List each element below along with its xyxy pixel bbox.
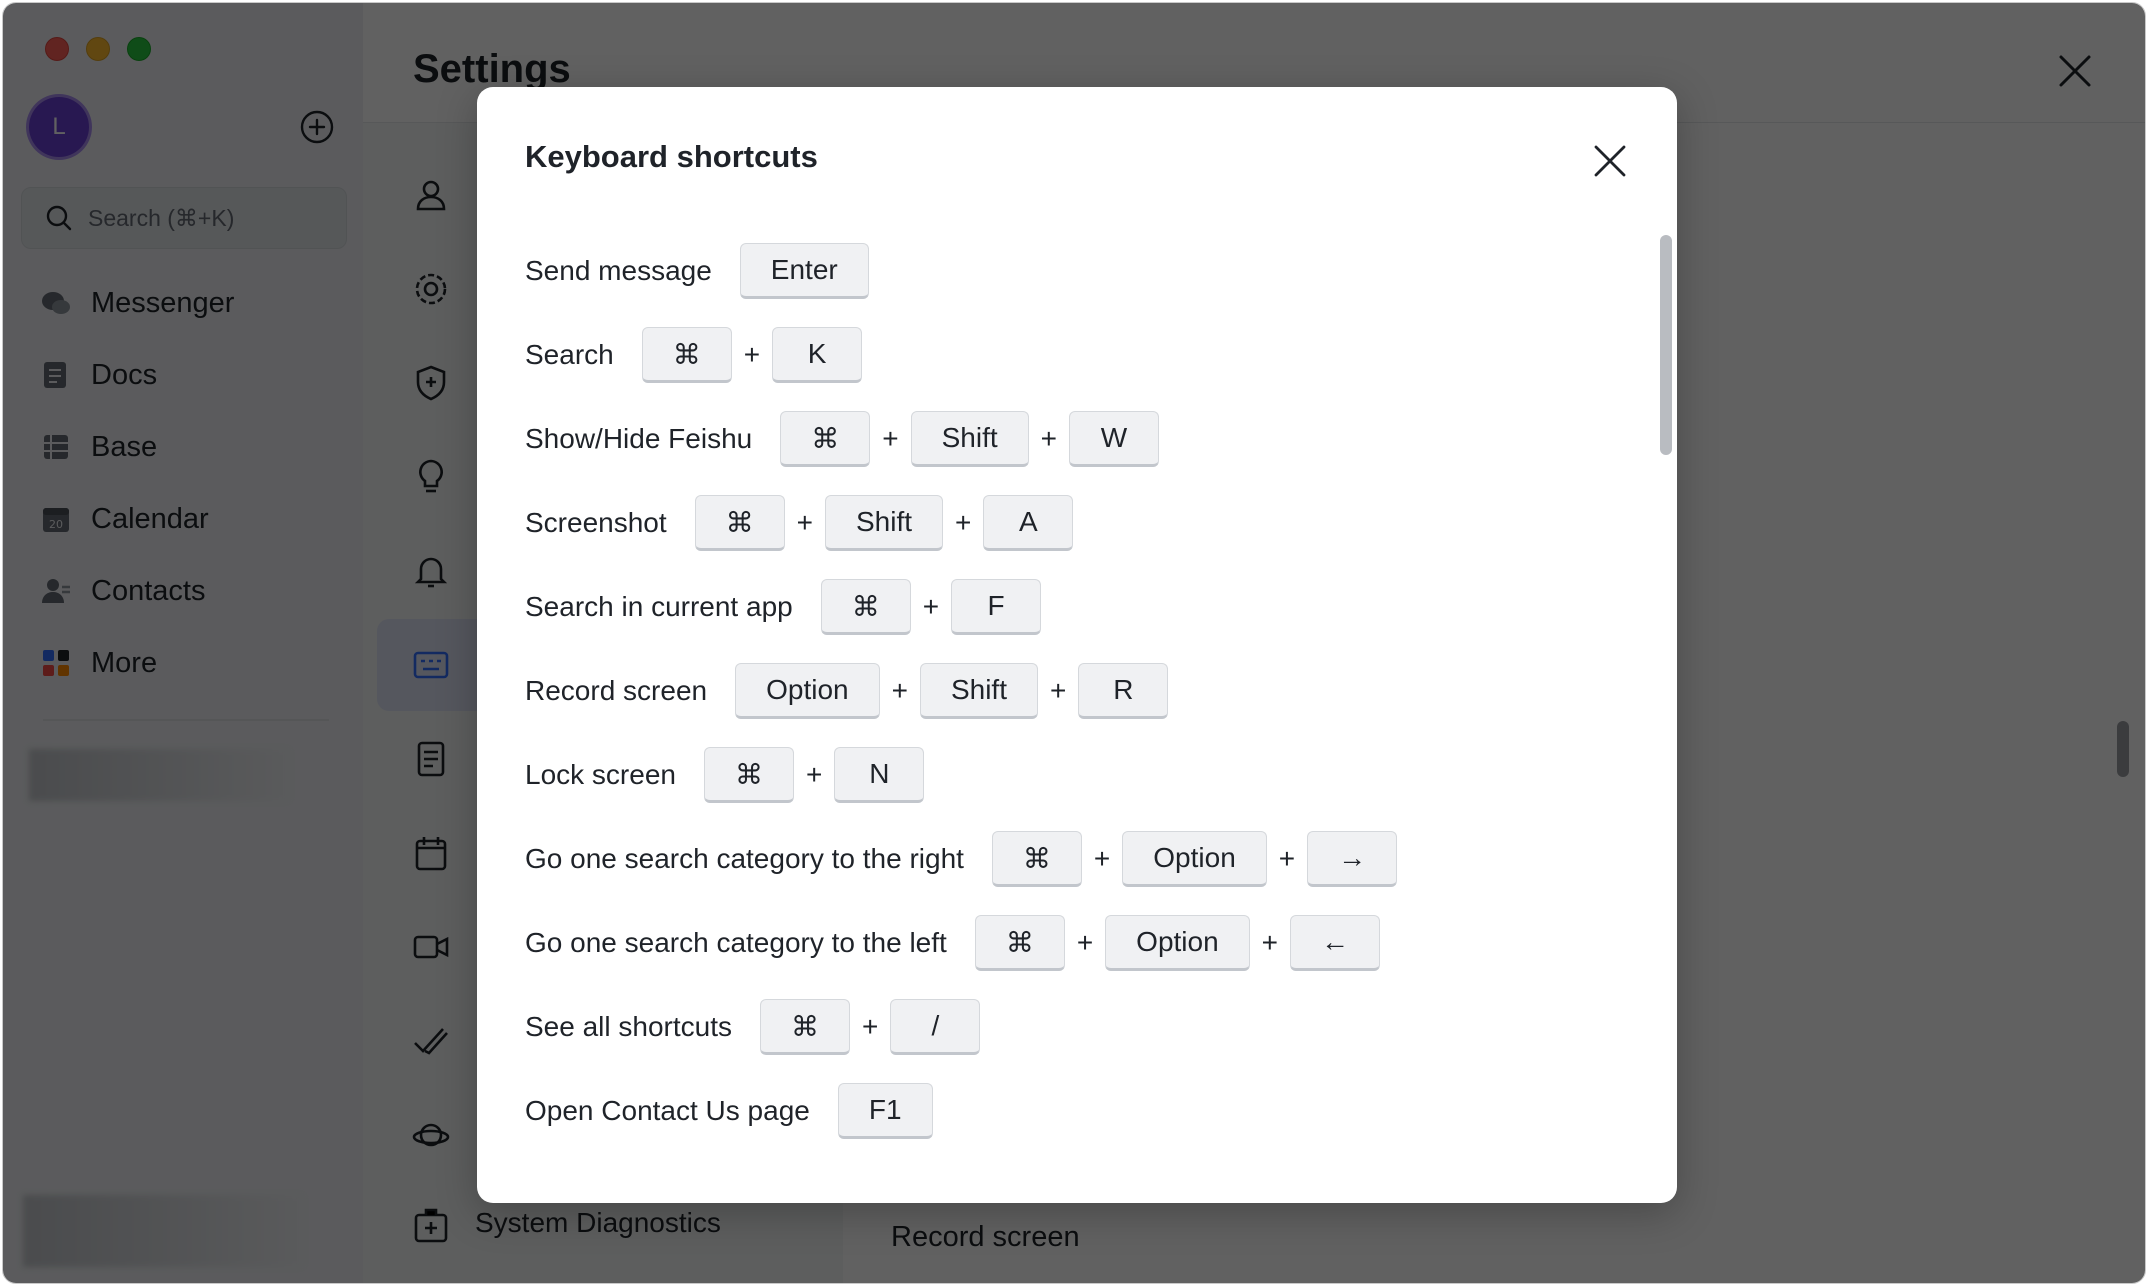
- shortcut-row: [525, 1069, 1625, 1153]
- shortcut-label: Send message: [525, 255, 712, 286]
- key-separator: +: [1040, 423, 1057, 454]
- key-separator: +: [882, 423, 899, 454]
- keycap: R: [1078, 663, 1168, 719]
- shortcut-row: [525, 985, 1625, 1069]
- keycap: Option: [1105, 915, 1250, 971]
- shortcut-keys: [695, 495, 1074, 551]
- shortcut-row: [525, 901, 1625, 985]
- shortcut-label: Search in current app: [525, 591, 793, 622]
- keycap: ⌘: [780, 411, 870, 467]
- close-icon[interactable]: [1590, 141, 1630, 181]
- keycap: ⌘: [760, 999, 850, 1055]
- shortcut-list: [525, 229, 1625, 1153]
- shortcut-label: Search: [525, 339, 614, 370]
- key-separator: +: [1093, 843, 1111, 874]
- key-separator: +: [796, 507, 813, 538]
- keycap: ←: [1290, 915, 1380, 971]
- keycap: ⌘: [975, 915, 1065, 971]
- keycap: Option: [735, 663, 880, 719]
- keyboard-shortcuts-dialog: [477, 87, 1677, 1203]
- key-separator: +: [743, 339, 761, 370]
- shortcut-row: [525, 397, 1625, 481]
- shortcut-keys: [760, 999, 980, 1055]
- key-separator: +: [922, 591, 940, 622]
- key-separator: +: [891, 675, 908, 706]
- keycap: ⌘: [642, 327, 732, 383]
- shortcut-row: [525, 565, 1625, 649]
- keycap: Shift: [825, 495, 943, 551]
- keycap: ⌘: [695, 495, 785, 551]
- shortcut-keys: [735, 663, 1168, 719]
- shortcut-row: [525, 817, 1625, 901]
- dialog-scrollbar[interactable]: [1660, 235, 1672, 455]
- shortcut-keys: [740, 243, 869, 299]
- shortcut-keys: [975, 915, 1380, 971]
- keycap: N: [834, 747, 924, 803]
- shortcut-label: Lock screen: [525, 759, 676, 790]
- shortcut-row: [525, 313, 1625, 397]
- shortcut-keys: [992, 831, 1397, 887]
- keycap: F1: [838, 1083, 933, 1139]
- dialog-title: Keyboard shortcuts: [525, 139, 818, 174]
- shortcut-keys: [704, 747, 924, 803]
- shortcut-label: Show/Hide Feishu: [525, 423, 753, 454]
- keycap: K: [772, 327, 862, 383]
- key-separator: +: [955, 507, 972, 538]
- keycap: ⌘: [704, 747, 794, 803]
- keycap: W: [1069, 411, 1159, 467]
- keycap: Enter: [740, 243, 869, 299]
- shortcut-row: [525, 481, 1625, 565]
- shortcut-row: [525, 229, 1625, 313]
- keycap: /: [890, 999, 980, 1055]
- shortcut-keys: [642, 327, 862, 383]
- key-separator: +: [862, 1011, 879, 1042]
- key-separator: +: [1278, 843, 1296, 874]
- shortcut-label: Go one search category to the left: [525, 927, 947, 958]
- key-separator: +: [1049, 675, 1067, 706]
- keycap: Shift: [920, 663, 1038, 719]
- keycap: ⌘: [992, 831, 1082, 887]
- key-separator: +: [1261, 927, 1279, 958]
- keycap: ⌘: [821, 579, 911, 635]
- keycap: →: [1307, 831, 1397, 887]
- shortcut-keys: [780, 411, 1159, 467]
- shortcut-label: Screenshot: [525, 507, 667, 538]
- shortcut-label: Open Contact Us page: [525, 1095, 810, 1126]
- keycap: A: [983, 495, 1073, 551]
- shortcut-label: See all shortcuts: [525, 1011, 732, 1042]
- shortcut-row: [525, 649, 1625, 733]
- keycap: Option: [1122, 831, 1267, 887]
- shortcut-keys: [838, 1083, 933, 1139]
- app-window: [2, 2, 2146, 1284]
- shortcut-keys: [821, 579, 1041, 635]
- shortcut-label: Record screen: [525, 675, 708, 706]
- keycap: F: [951, 579, 1041, 635]
- shortcut-row: [525, 733, 1625, 817]
- shortcut-label: Go one search category to the right: [525, 843, 964, 874]
- keycap: Shift: [911, 411, 1029, 467]
- key-separator: +: [805, 759, 823, 790]
- key-separator: +: [1076, 927, 1094, 958]
